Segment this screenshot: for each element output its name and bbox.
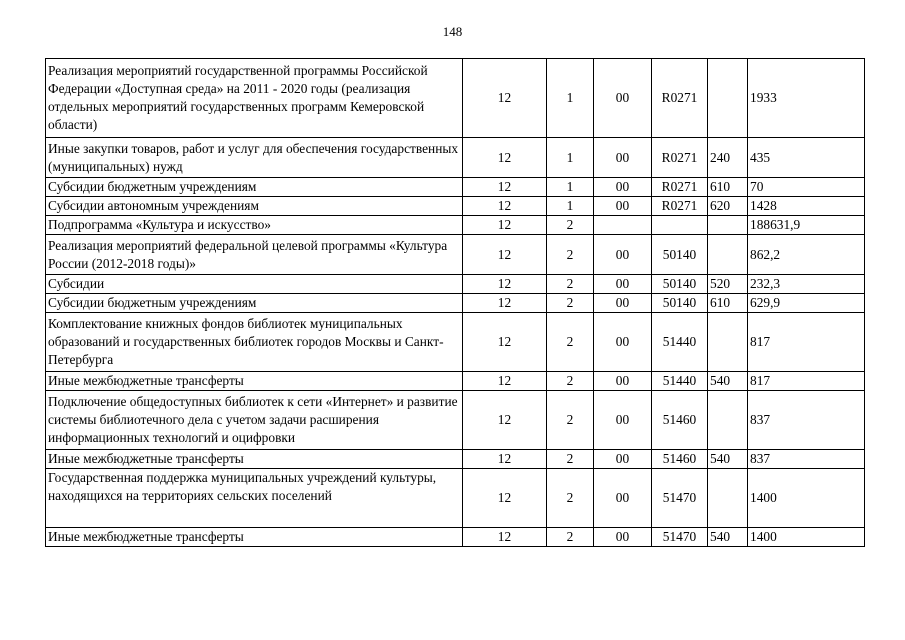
row-code-3 [594, 216, 652, 235]
row-code-5: 610 [708, 294, 748, 313]
row-code-2: 2 [547, 528, 594, 547]
row-amount: 1400 [748, 469, 865, 528]
row-code-1: 12 [463, 528, 547, 547]
table-row [46, 178, 865, 197]
table-row [46, 294, 865, 313]
row-code-2: 2 [547, 294, 594, 313]
row-code-2: 2 [547, 391, 594, 450]
row-code-4: 51440 [652, 372, 708, 391]
row-code-5 [708, 313, 748, 372]
row-code-2: 2 [547, 450, 594, 469]
row-code-5: 620 [708, 197, 748, 216]
row-amount: 188631,9 [748, 216, 865, 235]
table-row [46, 197, 865, 216]
row-code-4: 51440 [652, 313, 708, 372]
row-code-2: 2 [547, 372, 594, 391]
row-code-2: 1 [547, 197, 594, 216]
row-code-5 [708, 216, 748, 235]
row-code-1: 12 [463, 372, 547, 391]
row-code-4: R0271 [652, 138, 708, 178]
row-code-1: 12 [463, 294, 547, 313]
table-row [46, 216, 865, 235]
row-amount: 837 [748, 450, 865, 469]
row-amount: 837 [748, 391, 865, 450]
row-code-3: 00 [594, 197, 652, 216]
row-code-5: 520 [708, 275, 748, 294]
row-code-3: 00 [594, 372, 652, 391]
row-code-3: 00 [594, 469, 652, 528]
table-row [46, 450, 865, 469]
row-code-1: 12 [463, 138, 547, 178]
page-number: 148 [442, 24, 463, 39]
row-code-4: R0271 [652, 59, 708, 138]
row-name: Реализация мероприятий государственной программы Российской Федерации «Доступная среда» на 2011 - 2020 годы (реализация отдельных мероприятий государственных программ Кемеровской области) [46, 59, 463, 138]
row-code-4: 51470 [652, 469, 708, 528]
row-code-3: 00 [594, 235, 652, 275]
row-code-1: 12 [463, 391, 547, 450]
row-code-1: 12 [463, 275, 547, 294]
row-name: Субсидии бюджетным учреждениям [46, 294, 463, 313]
row-name: Реализация мероприятий федеральной целевой программы «Культура России (2012-2018 годы)» [46, 235, 463, 275]
table-row [46, 313, 865, 372]
row-code-5 [708, 469, 748, 528]
row-code-5: 540 [708, 450, 748, 469]
row-code-5 [708, 59, 748, 138]
row-amount: 862,2 [748, 235, 865, 275]
row-name: Государственная поддержка муниципальных учреждений культуры, находящихся на территориях сельских поселений [46, 469, 463, 528]
table-row [46, 469, 865, 528]
row-code-4: 51470 [652, 528, 708, 547]
row-name: Иные межбюджетные трансферты [46, 450, 463, 469]
row-name: Комплектование книжных фондов библиотек муниципальных образований и государственных библиотек городов Москвы и Санкт-Петербурга [46, 313, 463, 372]
table-row [46, 391, 865, 450]
budget-table [45, 58, 865, 547]
row-name: Субсидии бюджетным учреждениям [46, 178, 463, 197]
table-row [46, 235, 865, 275]
row-code-1: 12 [463, 235, 547, 275]
row-code-4: 50140 [652, 294, 708, 313]
row-amount: 629,9 [748, 294, 865, 313]
row-code-5: 240 [708, 138, 748, 178]
table-row [46, 138, 865, 178]
row-amount: 817 [748, 372, 865, 391]
row-code-2: 2 [547, 469, 594, 528]
row-code-4: R0271 [652, 178, 708, 197]
row-code-4 [652, 216, 708, 235]
row-amount: 1428 [748, 197, 865, 216]
row-code-2: 1 [547, 138, 594, 178]
row-name: Подключение общедоступных библиотек к сети «Интернет» и развитие системы библиотечного дела с учетом задачи расширения информационных технологий и оцифровки [46, 391, 463, 450]
row-code-5 [708, 235, 748, 275]
row-code-4: 51460 [652, 450, 708, 469]
row-code-2: 1 [547, 59, 594, 138]
row-code-2: 2 [547, 216, 594, 235]
row-code-2: 2 [547, 313, 594, 372]
table-row [46, 275, 865, 294]
row-code-3: 00 [594, 275, 652, 294]
table-row [46, 528, 865, 547]
row-code-2: 2 [547, 275, 594, 294]
row-code-3: 00 [594, 59, 652, 138]
row-amount: 232,3 [748, 275, 865, 294]
row-code-4: 50140 [652, 235, 708, 275]
row-code-3: 00 [594, 450, 652, 469]
row-code-3: 00 [594, 294, 652, 313]
row-code-2: 1 [547, 178, 594, 197]
row-code-3: 00 [594, 178, 652, 197]
row-amount: 70 [748, 178, 865, 197]
row-code-1: 12 [463, 59, 547, 138]
row-code-1: 12 [463, 469, 547, 528]
row-code-3: 00 [594, 138, 652, 178]
row-code-4: 51460 [652, 391, 708, 450]
row-code-3: 00 [594, 528, 652, 547]
table-row [46, 372, 865, 391]
row-amount: 817 [748, 313, 865, 372]
row-name: Подпрограмма «Культура и искусство» [46, 216, 463, 235]
row-code-4: R0271 [652, 197, 708, 216]
row-code-2: 2 [547, 235, 594, 275]
row-name: Иные межбюджетные трансферты [46, 372, 463, 391]
row-code-1: 12 [463, 450, 547, 469]
row-name: Субсидии автономным учреждениям [46, 197, 463, 216]
row-code-5: 540 [708, 372, 748, 391]
row-code-5 [708, 391, 748, 450]
row-amount: 1933 [748, 59, 865, 138]
row-code-5: 610 [708, 178, 748, 197]
row-code-3: 00 [594, 391, 652, 450]
row-code-1: 12 [463, 197, 547, 216]
row-name: Субсидии [46, 275, 463, 294]
row-amount: 1400 [748, 528, 865, 547]
row-code-1: 12 [463, 178, 547, 197]
row-code-1: 12 [463, 313, 547, 372]
row-name: Иные межбюджетные трансферты [46, 528, 463, 547]
row-amount: 435 [748, 138, 865, 178]
row-code-4: 50140 [652, 275, 708, 294]
row-code-5: 540 [708, 528, 748, 547]
row-code-1: 12 [463, 216, 547, 235]
row-code-3: 00 [594, 313, 652, 372]
table-row [46, 59, 865, 138]
row-name: Иные закупки товаров, работ и услуг для обеспечения государственных (муниципальных) нужд [46, 138, 463, 178]
